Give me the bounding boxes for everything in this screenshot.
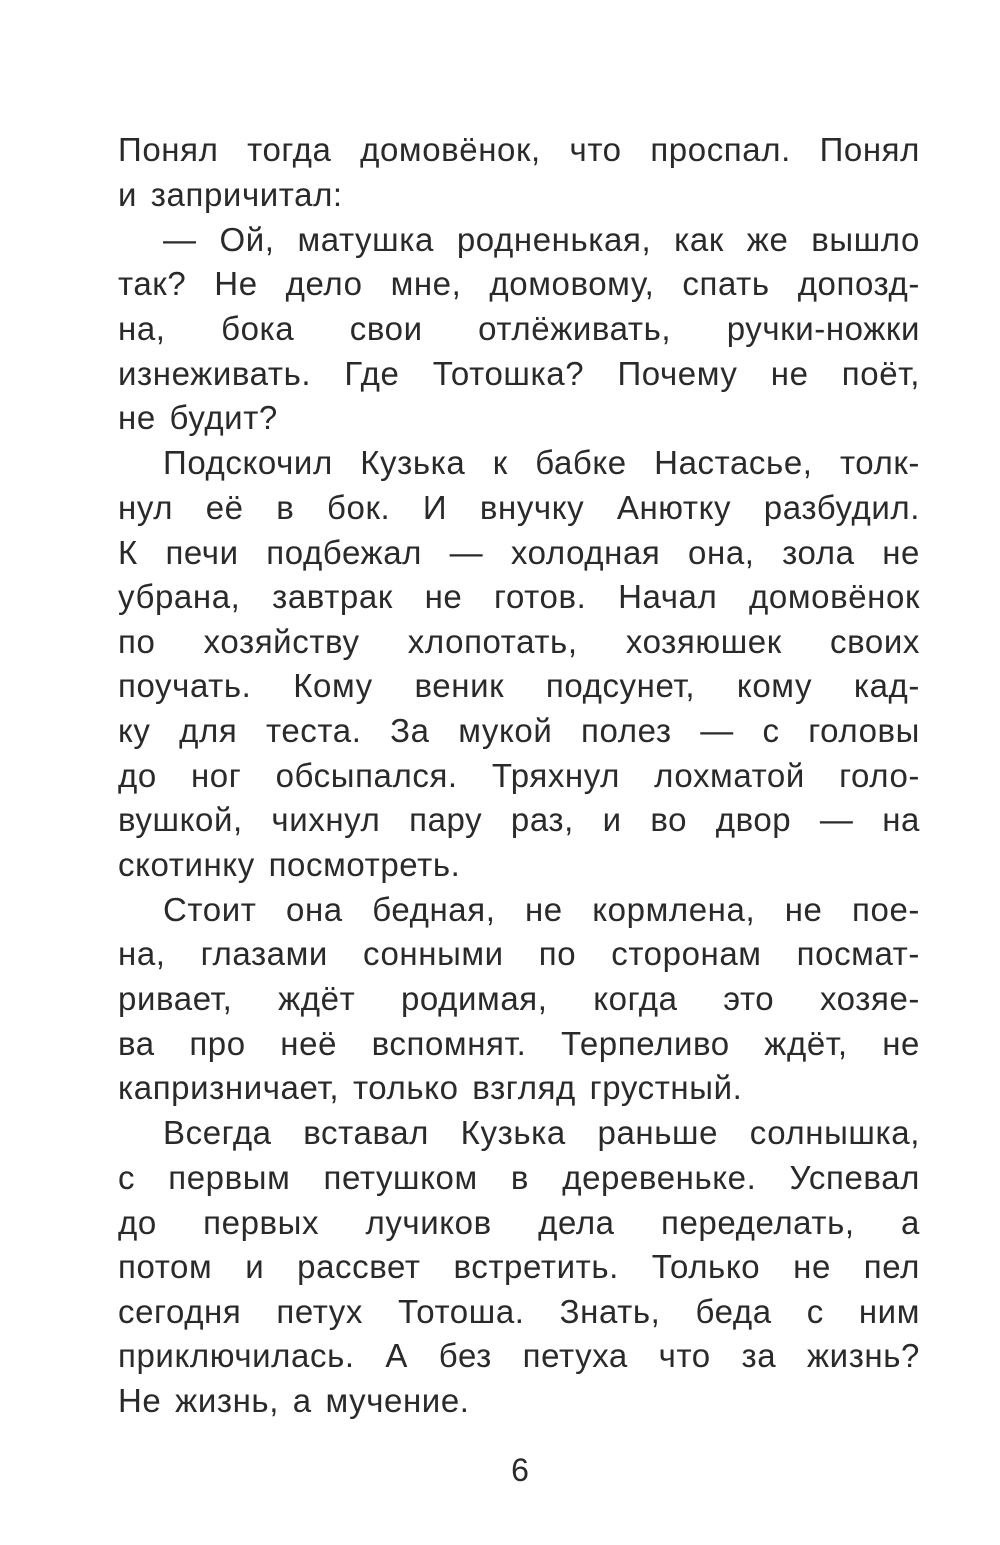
paragraph bbox=[118, 441, 920, 887]
text-line: до первых лучиков дела переделать, а bbox=[118, 1203, 920, 1241]
text-line: приключилась. А без петуха что за жизнь? bbox=[118, 1337, 920, 1375]
text-line: изнеживать. Где Тотошка? Почему не поёт, bbox=[118, 354, 920, 392]
text-line: и запричитал: bbox=[118, 175, 343, 213]
text-line: не будит? bbox=[118, 399, 278, 437]
text-line: поучать. Кому веник подсунет, кому кад- bbox=[118, 667, 920, 705]
page-text bbox=[118, 128, 920, 1424]
text-line: К печи подбежал — холодная она, зола не bbox=[118, 533, 920, 571]
page-number: 6 bbox=[511, 1452, 529, 1488]
text-line: с первым петушком в деревеньке. Успевал bbox=[118, 1159, 920, 1197]
text-line: вушкой, чихнул пару раз, и во двор — на bbox=[118, 801, 920, 839]
text-line: — Ой, матушка родненькая, как же вышло bbox=[163, 220, 920, 258]
text-line: Подскочил Кузька к бабке Настасье, толк- bbox=[163, 444, 920, 482]
text-line: по хозяйству хлопотать, хозяюшек своих bbox=[118, 622, 920, 660]
text-line: ва про неё вспомнят. Терпеливо ждёт, не bbox=[118, 1024, 920, 1062]
text-line: скотинку посмотреть. bbox=[118, 845, 461, 883]
paragraph bbox=[118, 888, 920, 1111]
text-line: на, бока свои отлёживать, ручки-ножки bbox=[118, 309, 920, 347]
paragraph bbox=[118, 128, 920, 217]
text-line: Не жизнь, а мучение. bbox=[118, 1382, 470, 1419]
text-line: капризничает, только взгляд грустный. bbox=[118, 1069, 743, 1107]
text-line: убрана, завтрак не готов. Начал домовёнок bbox=[118, 578, 920, 616]
text-line: нул её в бок. И внучку Анютку разбудил. bbox=[118, 488, 920, 526]
text-line: Всегда вставал Кузька раньше солнышка, bbox=[163, 1114, 920, 1152]
text-line: до ног обсыпался. Тряхнул лохматой голо- bbox=[118, 756, 920, 794]
text-line: сегодня петух Тотоша. Знать, беда с ним bbox=[118, 1292, 920, 1330]
text-line: Стоит она бедная, не кормлена, не пое- bbox=[163, 890, 920, 928]
paragraph bbox=[118, 218, 920, 441]
text-line: ривает, ждёт родимая, когда это хозяе- bbox=[118, 980, 920, 1018]
paragraph bbox=[118, 1111, 920, 1423]
text-line: ку для теста. За мукой полез — с головы bbox=[118, 711, 920, 749]
text-line: так? Не дело мне, домовому, спать допозд- bbox=[118, 265, 920, 303]
text-line: потом и рассвет встретить. Только не пел bbox=[118, 1248, 920, 1286]
text-line: Понял тогда домовёнок, что проспал. Понял bbox=[118, 131, 920, 168]
text-line: на, глазами сонными по сторонам посмат- bbox=[118, 935, 920, 973]
